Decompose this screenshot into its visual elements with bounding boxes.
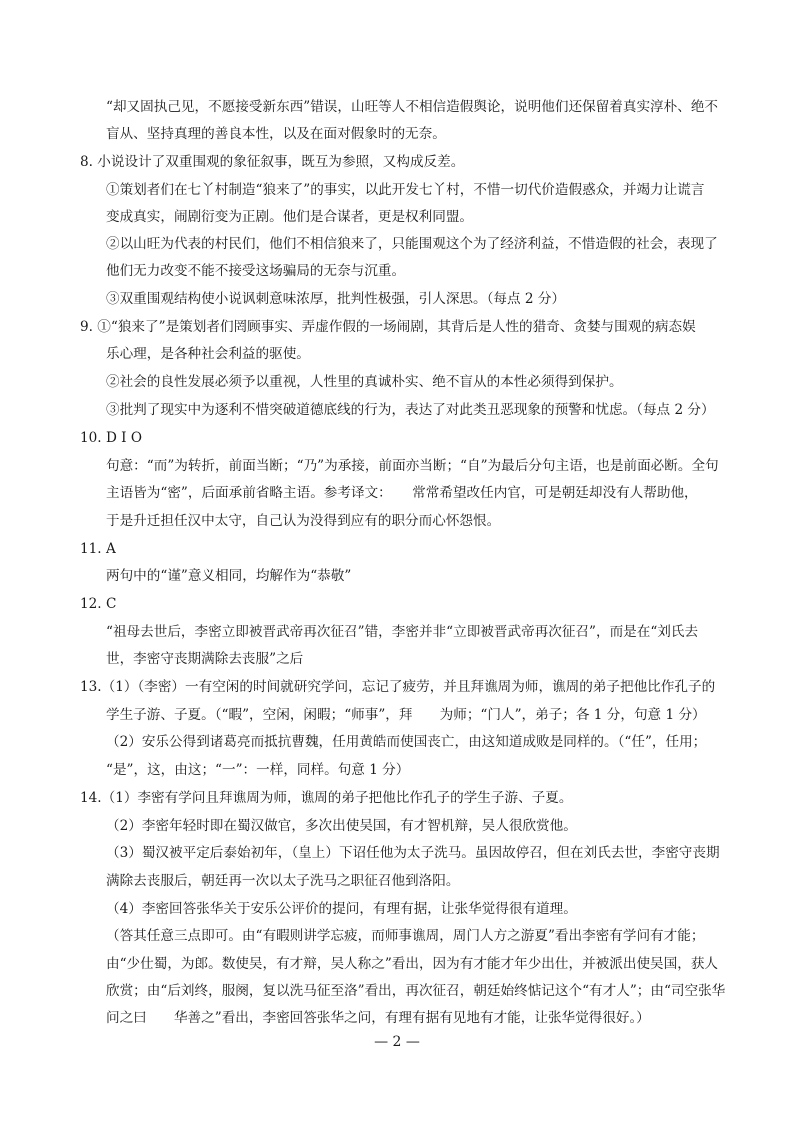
text-line: ②以山旺为代表的村民们，他们不相信狼来了，只能围观这个为了经济利益，不惜造假的社会，表现了 <box>106 236 718 252</box>
text-line: ③双重围观结构使小说讽刺意味浓厚，批判性极强，引人深思。（每点 2 分） <box>106 291 566 307</box>
text-line: 满除去丧服后，朝廷再一次以太子洗马之职征召他到洛阳。 <box>106 873 460 889</box>
text-line: “是”，这，由这；“一”：一样，同样。句意 1 分） <box>106 762 410 778</box>
text-line: 主语皆为“密”，后面承前省略主语。参考译文： 常常希望改任内官，可是朝廷却没有人帮助他， <box>106 485 698 501</box>
text-line: 乐心理，是各种社会利益的驱使。 <box>106 346 310 362</box>
text-line: 他们无力改变不能不接受这场骗局的无奈与沉重。 <box>106 263 406 279</box>
page-number: — 2 — <box>374 1034 420 1050</box>
text-line: “祖母去世后，李密立即被晋武帝再次征召”错，李密并非“立即被晋武帝再次征召”，而是在“刘氏去 <box>106 624 699 640</box>
text-line: （3）蜀汉被平定后泰始初年，（皇上）下诏任他为太子洗马。虽因故停召，但在刘氏去世，李密守丧期 <box>106 845 720 861</box>
text-line: 问之曰 华善之”看出，李密回答张华之问，有理有据有见地有才能，让张华觉得很好。） <box>106 1010 650 1026</box>
text-line: 两句中的“谨”意义相同，均解作为“恭敬” <box>106 568 352 584</box>
text-line: ③批判了现实中为逐利不惜突破道德底线的行为，表达了对此类丑恶现象的预警和忧虑。（每点 2 分） <box>106 402 715 418</box>
question-10-heading: 10. D I O <box>80 430 142 446</box>
text-line: 由“少仕蜀，为郎。数使吴，有才辩，吴人称之”看出，因为有才能才年少出仕，并被派出使吴国，获人 <box>106 956 719 972</box>
text-line: 学生子游、子夏。（“暇”，空闲，闲暇；“师事”，拜 为师；“门人”，弟子；各 1 分，句意 1 分） <box>106 707 706 723</box>
text-line: 句意：“而”为转折，前面当断；“乃”为承接，前面亦当断；“自”为最后分句主语，也是前面必断。全句 <box>106 458 719 474</box>
text-line: 盲从、坚持真理的善良本性，以及在面对假象时的无奈。 <box>106 126 446 142</box>
text-line: 欣赏；由“后刘终，服阕，复以洗马征至洛”看出，再次征召，朝廷始终惦记这个“有才人”；由“司空张华 <box>106 983 726 999</box>
text-line: “却又固执己见，不愿接受新东西”错误，山旺等人不相信造假舆论，说明他们还保留着真实淳朴、绝不 <box>106 99 719 115</box>
text-line: （4）李密回答张华关于安乐公评价的提问，有理有据，让张华觉得很有道理。 <box>106 901 577 917</box>
question-9-heading: 9. ①“狼来了”是策划者们罔顾事实、弄虚作假的一场闹剧，其背后是人性的猎奇、贪婪与围观的病态娱 <box>80 319 696 335</box>
text-line: ②社会的良性发展必须予以重视，人性里的真诚朴实、绝不盲从的本性必须得到保护。 <box>106 374 623 390</box>
text-line: （2）李密年轻时即在蜀汉做官，多次出使吴国，有才智机辩，吴人很欣赏他。 <box>106 818 577 834</box>
question-11-heading: 11. A <box>80 541 116 557</box>
text-line: 于是升迁担任汉中太守，自己认为没得到应有的职分而心怀怨恨。 <box>106 513 501 529</box>
text-line: （2）安乐公得到诸葛亮而抵抗曹魏，任用黄皓而使国丧亡，由这知道成败是同样的。（“任”，任用； <box>106 734 707 750</box>
text-line: ①策划者们在七丫村制造“狼来了”的事实，以此开发七丫村，不惜一切代价造假惑众，并竭力让谎言 <box>106 182 705 198</box>
question-14-heading: 14.（1）李密有学问且拜谯周为师，谯周的弟子把他比作孔子的学生子游、子夏。 <box>80 790 573 806</box>
text-line: 世，李密守丧期满除去丧服”之后 <box>106 651 304 667</box>
text-line: （答其任意三点即可。由“有暇则讲学忘疲，而师事谯周，周门人方之游夏”看出李密有学问有才能； <box>106 928 705 944</box>
question-12-heading: 12. C <box>80 596 117 612</box>
question-8-heading: 8. 小说设计了双重围观的象征叙事，既互为参照，又构成反差。 <box>80 154 465 170</box>
question-13-heading: 13.（1）（李密）一有空闲的时间就研究学问，忘记了疲劳，并且拜谯周为师，谯周的弟子把他比作孔子的 <box>80 679 716 695</box>
text-line: 变成真实，闹剧衍变为正剧。他们是合谋者，更是权利同盟。 <box>106 209 474 225</box>
